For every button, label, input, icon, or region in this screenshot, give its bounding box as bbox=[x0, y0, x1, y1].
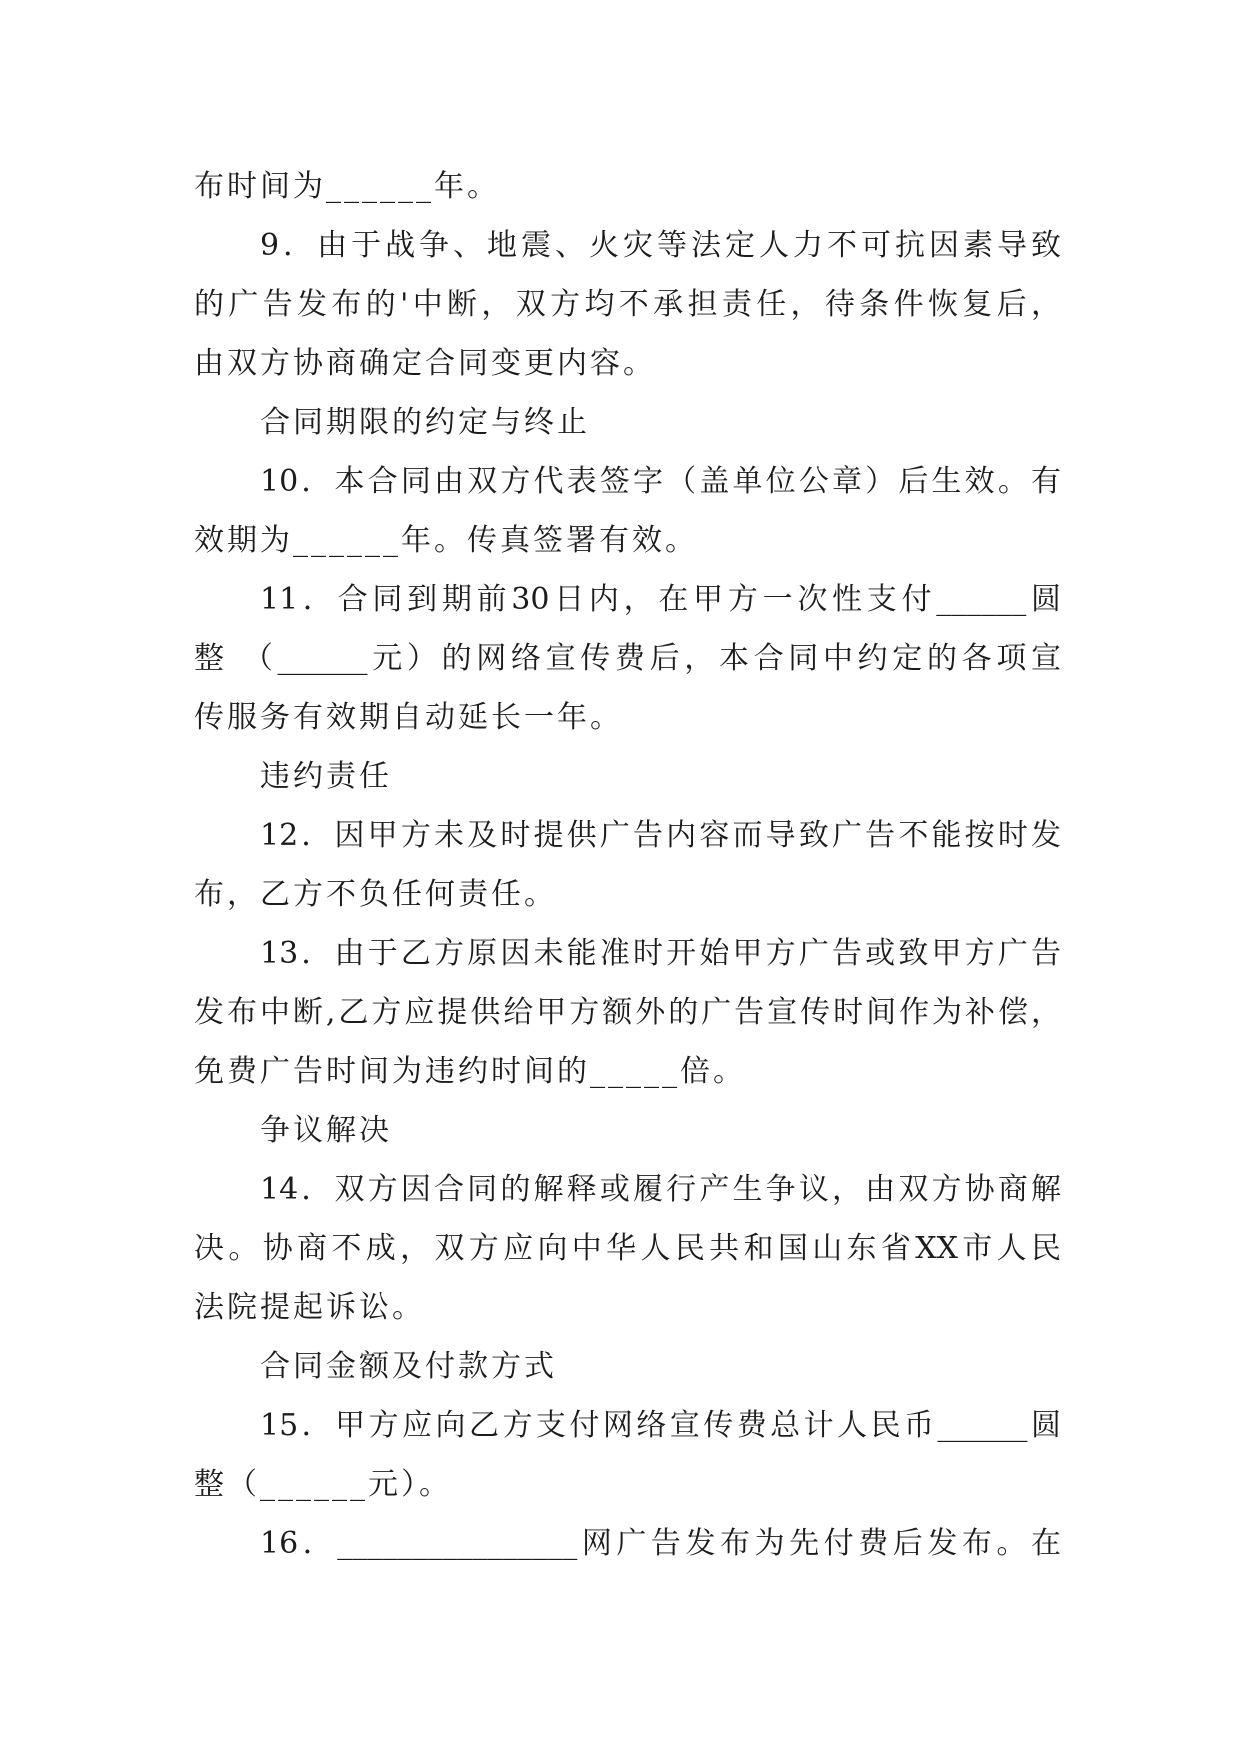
section-heading-term: 合同期限的约定与终止 bbox=[260, 405, 590, 440]
clause-11-line-2: 整 （______元）的网络宣传费后，本合同中约定的各项宣 bbox=[194, 641, 1061, 676]
clause-8-line-tail: 布时间为______年。 bbox=[194, 169, 500, 204]
clause-9-line-3: 由双方协商确定合同变更内容。 bbox=[194, 346, 656, 381]
clause-13-line-3: 免费广告时间为违约时间的_____倍。 bbox=[194, 1054, 746, 1089]
clause-14-line-3: 法院提起诉讼。 bbox=[194, 1290, 425, 1325]
section-heading-dispute: 争议解决 bbox=[260, 1113, 392, 1148]
clause-15-line-1: 15．甲方应向乙方支付网络宣传费总计人民币______圆 bbox=[260, 1408, 1061, 1443]
section-heading-liability: 违约责任 bbox=[260, 759, 392, 794]
clause-9-line-2: 的广告发布的'中断，双方均不承担责任，待条件恢复后， bbox=[194, 287, 1061, 322]
clause-16-line-1: 16．________________网广告发布为先付费后发布。在 bbox=[260, 1526, 1061, 1561]
clause-12-line-1: 12．因甲方未及时提供广告内容而导致广告不能按时发 bbox=[260, 818, 1061, 853]
clause-14-line-2: 决。协商不成，双方应向中华人民共和国山东省XX市人民 bbox=[194, 1231, 1061, 1266]
section-heading-payment: 合同金额及付款方式 bbox=[260, 1349, 557, 1384]
clause-11-line-3: 传服务有效期自动延长一年。 bbox=[194, 700, 623, 735]
clause-13-line-2: 发布中断,乙方应提供给甲方额外的广告宣传时间作为补偿， bbox=[194, 995, 1061, 1030]
clause-11-line-1: 11．合同到期前30日内，在甲方一次性支付______圆 bbox=[260, 582, 1061, 617]
clause-13-line-1: 13．由于乙方原因未能准时开始甲方广告或致甲方广告 bbox=[260, 936, 1061, 971]
clause-9-line-1: 9．由于战争、地震、火灾等法定人力不可抗因素导致 bbox=[260, 228, 1061, 263]
clause-12-line-2: 布，乙方不负任何责任。 bbox=[194, 877, 557, 912]
clause-10-line-1: 10．本合同由双方代表签字（盖单位公章）后生效。有 bbox=[260, 464, 1061, 499]
clause-15-line-2: 整（______元）。 bbox=[194, 1467, 452, 1502]
document-body bbox=[194, 157, 1061, 1573]
clause-10-line-2: 效期为______年。传真签署有效。 bbox=[194, 523, 698, 558]
clause-14-line-1: 14．双方因合同的解释或履行产生争议，由双方协商解 bbox=[260, 1172, 1061, 1207]
